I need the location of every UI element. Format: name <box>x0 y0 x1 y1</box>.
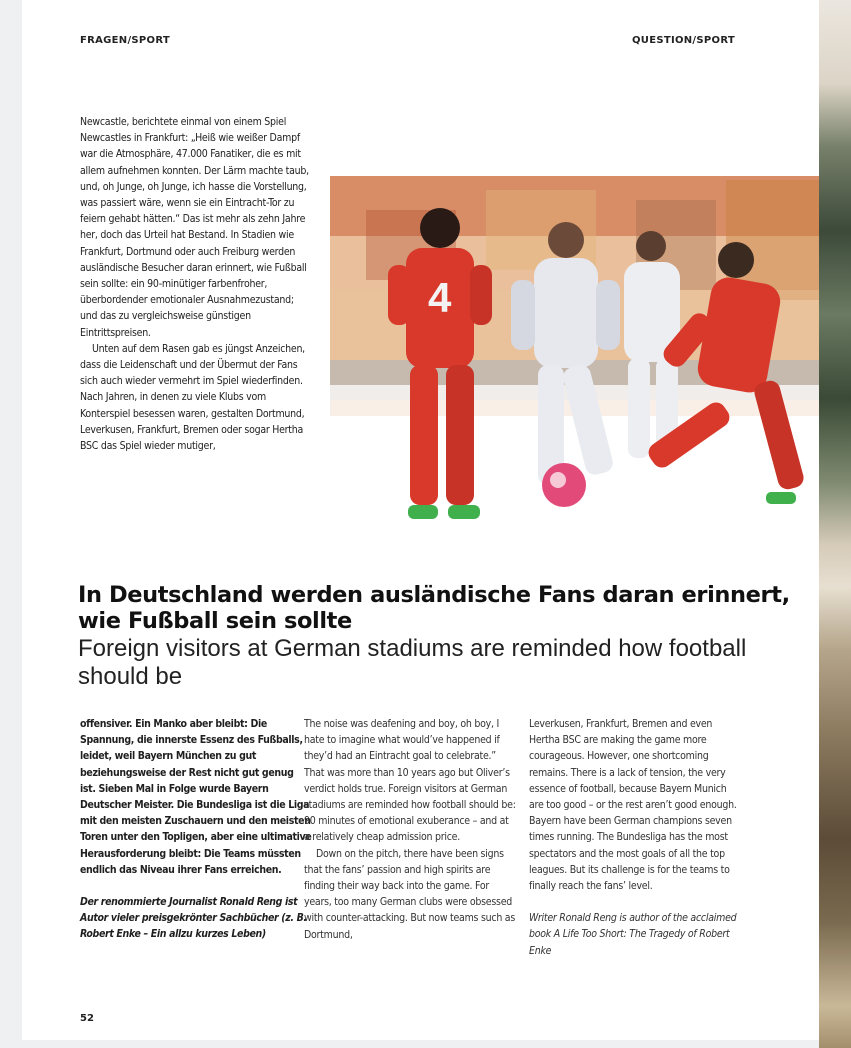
headline-german: In Deutschland werden ausländische Fans daran erinnert, wie Fußball sein sollte <box>78 582 790 634</box>
page-number: 52 <box>80 1013 94 1024</box>
paragraph: Down on the pitch, there have been signs that the fans’ passion and high spirits are finding their way back into the game. For years, too many German clubs were obsessed with counter-attacking. But now teams such as Dortmund, <box>304 847 516 941</box>
author-bio-german: Der renommierte Journalist Ronald Reng ist Autor vieler preisgekrönter Sachbücher (z. B. Robert Enke – Ein allzu kurzes Leben) <box>80 896 307 941</box>
running-head-left: FRAGEN/SPORT <box>80 35 171 46</box>
author-bio-english: Writer Ronald Reng is author of the acclaimed book A Life Too Short: The Tragedy of Robert Enke <box>529 912 737 957</box>
running-head-right: QUESTION/SPORT <box>631 35 735 46</box>
paragraph: Newcastle, berichtete einmal von einem Spiel Newcastles in Frankfurt: „Heiß wie weißer Dampf war die Atmosphäre, 47.000 Fanatiker, die es mit allem aufnehmen konnten. Der Lärm machte taub, und, oh Junge, oh Junge, ich hasse die Vorstellung, was passiert wäre, wenn sie ein Eintracht-Tor zu feiern gehabt hätten.“ Das ist mehr als zehn Jahre her, doch das Urteil hat Bestand. In Stadien wie Frankfurt, Dortmund oder auch Freiburg werden ausländische Besucher daran erinnert, wie Fußball sein sollte: ein 90-minütiger farbenfroher, überbordender emotionaler Ausnahmezustand; und das zu vergleichsweise günstigen Eintrittspreisen. <box>80 116 309 339</box>
german-text-column-top <box>80 114 312 454</box>
paragraph: Unten auf dem Rasen gab es jüngst Anzeichen, dass die Leidenschaft und der Übermut der Fans sich auch wieder vermehrt im Spiel wiederfinden. Nach Jahren, in denen zu viele Klubs vom Konterspiel besessen waren, gestalten Dortmund, Leverkusen, Frankfurt, Bremen oder sogar Hertha BSC das Spiel wieder mutiger, <box>80 342 305 453</box>
magazine-page <box>22 0 819 1040</box>
headline-english: Foreign visitors at German stadiums are reminded how football should be <box>78 635 747 690</box>
paragraph: Leverkusen, Frankfurt, Bremen and even Hertha BSC are making the game more courageous. However, one shortcoming remains. There is a lack of tension, the very essence of football, because Bayern Munich are too good – or the rest aren’t good enough. Bayern have been German champions seven times running. The Bundesliga has the most spectators and the most goals of all the top leagues. But its challenge is for the teams to finally reach the fans’ level. <box>529 718 737 893</box>
jersey-number: 4 <box>428 274 452 321</box>
paragraph: offensiver. Ein Manko aber bleibt: Die Spannung, die innerste Essenz des Fußballs, leidet, weil Bayern München zu gut beziehungsweise der Rest nicht gut genug ist. Sieben Mal in Folge wurde Bayern Deutscher Meister. Die Bundesliga ist die Liga mit den meisten Zuschauern und den meisten Toren unter den Topligen, aber eine ultimative Herausforderung bleibt: Die Teams müssten endlich das Niveau ihrer Fans erreichen. <box>80 718 312 876</box>
german-text-column <box>80 716 312 943</box>
adjacent-page-photo <box>819 0 851 1048</box>
football-illustration <box>306 170 819 535</box>
english-text-column-2 <box>529 716 741 959</box>
paragraph: The noise was deafening and boy, oh boy, I hate to imagine what would’ve happened if they’d had an Eintracht goal to celebrate.” That was more than 10 years ago but Oliver’s verdict holds true. Foreign visitors at German stadiums are reminded how football should be: 90 minutes of emotional exuberance – and at a relatively cheap admission price. <box>304 718 516 844</box>
english-text-column-1 <box>304 716 516 943</box>
